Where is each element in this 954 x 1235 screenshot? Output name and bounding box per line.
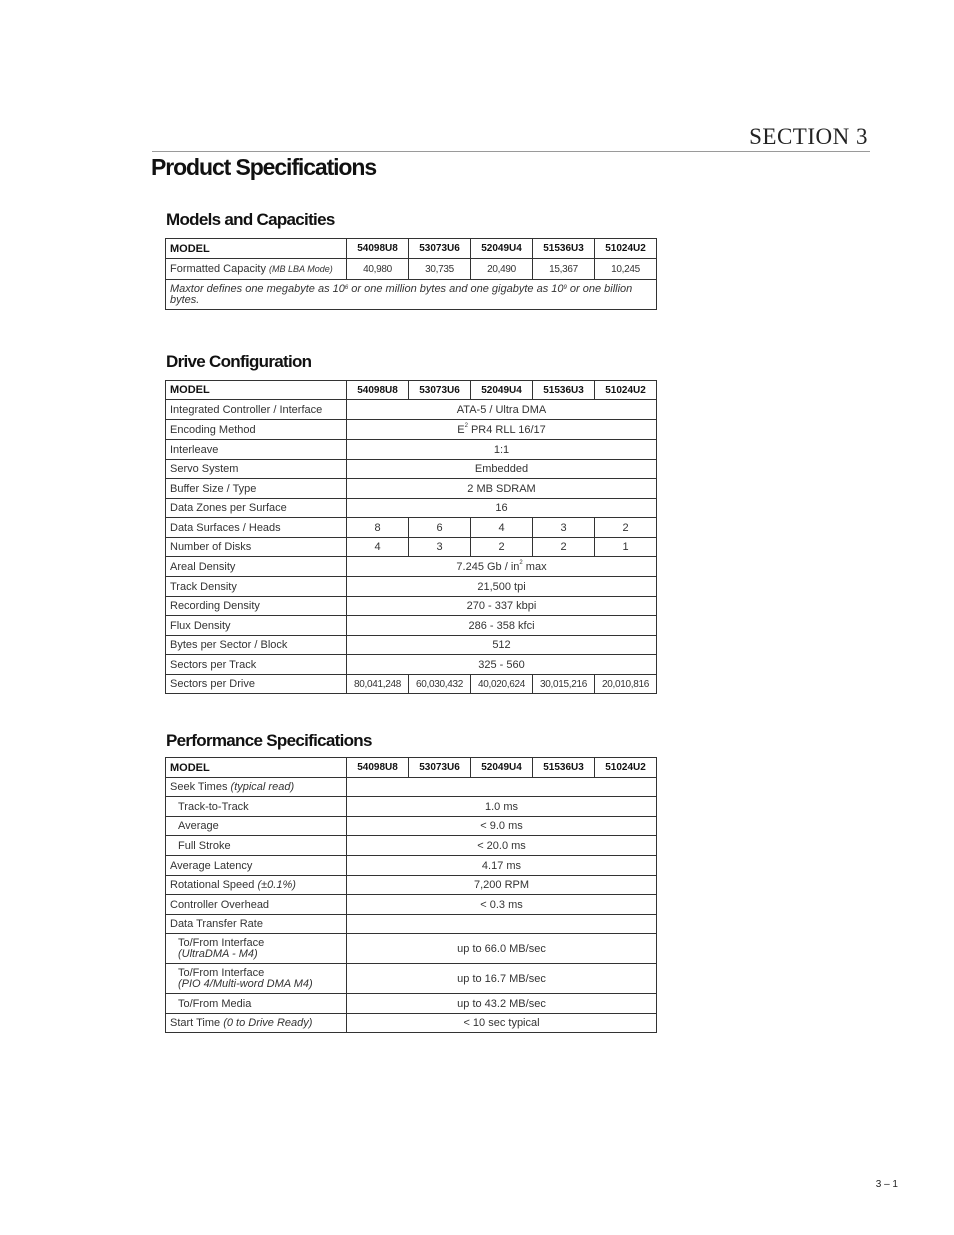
table-row [166,518,657,538]
row-label: Start Time (0 to Drive Ready) [166,1014,347,1033]
value-cell: up to 43.2 MB/sec [347,994,657,1014]
row-label: Areal Density [166,557,347,577]
model-cell: 51024U2 [595,758,657,778]
table-row [166,964,657,994]
row-label: Seek Times (typical read) [166,778,347,797]
value-cell: 60,030,432 [409,675,471,694]
row-label: Average [166,817,347,836]
table-row [166,400,657,420]
table-row [166,239,657,259]
row-label: Track-to-Track [166,797,347,817]
row-label: Data Transfer Rate [166,915,347,934]
value-cell: 30,735 [409,259,471,280]
value-cell: 8 [347,518,409,538]
table-row [166,934,657,964]
row-label: Data Zones per Surface [166,499,347,518]
drive-config-table [165,380,657,694]
table-row [166,499,657,518]
row-label: To/From Media [166,994,347,1014]
table-row [166,381,657,400]
table-row [166,876,657,895]
table-row [166,440,657,460]
table-row [166,758,657,778]
value-cell: 1:1 [347,440,657,460]
value-cell: 2 [533,538,595,557]
value-cell: 3 [409,538,471,557]
value-cell: 2 [595,518,657,538]
value-cell: 20,010,816 [595,675,657,694]
value-cell: up to 66.0 MB/sec [347,934,657,964]
performance-heading: Performance Specifications [166,731,372,750]
value-cell: < 0.3 ms [347,895,657,915]
value-cell: 286 - 358 kfci [347,616,657,636]
capacities-heading: Models and Capacities [166,210,335,229]
table-row [166,636,657,655]
row-label: Bytes per Sector / Block [166,636,347,655]
value-cell: 325 - 560 [347,655,657,675]
value-cell: 512 [347,636,657,655]
value-cell: 1.0 ms [347,797,657,817]
table-row [166,557,657,577]
value-cell: 21,500 tpi [347,577,657,597]
value-cell: 2 MB SDRAM [347,479,657,499]
row-label: Integrated Controller / Interface [166,400,347,420]
value-cell: 6 [409,518,471,538]
model-cell: 53073U6 [409,239,471,259]
value-cell: 80,041,248 [347,675,409,694]
table-row [166,994,657,1014]
model-cell: 52049U4 [471,381,533,400]
row-label: Controller Overhead [166,895,347,915]
row-label: Formatted Capacity (MB LBA Mode) [166,259,347,280]
row-label: Buffer Size / Type [166,479,347,499]
value-cell: 4 [471,518,533,538]
table-row [166,479,657,499]
table-row [166,577,657,597]
model-header: MODEL [166,239,347,259]
table-row [166,538,657,557]
table-row [166,616,657,636]
table-row [166,1014,657,1033]
row-label: Flux Density [166,616,347,636]
row-label: Sectors per Drive [166,675,347,694]
row-label: Servo System [166,460,347,479]
page-number: 3 – 1 [875,1179,898,1190]
value-cell: 4.17 ms [347,856,657,876]
value-cell: 20,490 [471,259,533,280]
row-label: Sectors per Track [166,655,347,675]
row-label: Average Latency [166,856,347,876]
row-label: To/From Interface (UltraDMA - M4) [166,934,347,964]
row-label: Data Surfaces / Heads [166,518,347,538]
table-row [166,597,657,616]
table-row [166,915,657,934]
table-row [166,778,657,797]
value-cell: ATA-5 / Ultra DMA [347,400,657,420]
row-label: Recording Density [166,597,347,616]
drive-config-heading: Drive Configuration [166,352,312,371]
value-cell: 3 [533,518,595,538]
model-cell: 51536U3 [533,758,595,778]
value-cell: up to 16.7 MB/sec [347,964,657,994]
table-row [166,797,657,817]
model-cell: 54098U8 [347,381,409,400]
row-label: Number of Disks [166,538,347,557]
model-cell: 54098U8 [347,758,409,778]
page-title: Product Specifications [151,154,377,180]
row-label: Track Density [166,577,347,597]
row-label: Rotational Speed (±0.1%) [166,876,347,895]
value-cell: 30,015,216 [533,675,595,694]
value-cell: < 20.0 ms [347,836,657,856]
value-cell: 40,020,624 [471,675,533,694]
value-cell: 7.245 Gb / $in^2$ max [347,557,657,577]
row-label: Full Stroke [166,836,347,856]
value-cell: 16 [347,499,657,518]
row-label: Interleave [166,440,347,460]
model-cell: 53073U6 [409,381,471,400]
value-cell [347,778,657,797]
model-cell: 54098U8 [347,239,409,259]
performance-table [165,757,657,1033]
table-row [166,675,657,694]
table-row [166,655,657,675]
table-row [166,259,657,280]
model-cell: 51024U2 [595,381,657,400]
model-cell: 51024U2 [595,239,657,259]
value-cell: 2 [471,538,533,557]
value-cell: 10,245 [595,259,657,280]
model-cell: 51536U3 [533,381,595,400]
section-label: SECTION 3 [749,124,868,149]
value-cell: 270 - 337 kbpi [347,597,657,616]
value-cell: < 10 sec typical [347,1014,657,1033]
value-cell: $E^2$ PR4 RLL 16/17 [347,420,657,440]
value-cell: 40,980 [347,259,409,280]
row-label: To/From Interface (PIO 4/Multi-word DMA M4) [166,964,347,994]
value-cell: 4 [347,538,409,557]
table-row [166,836,657,856]
capacity-footnote: Maxtor defines one megabyte as $10^6$ or one million bytes and one gigabyte as $10^9$ or one billion bytes. [166,280,657,310]
table-row [166,280,657,310]
table-row [166,460,657,479]
table-row [166,420,657,440]
model-header: MODEL [166,758,347,778]
row-label: Encoding Method [166,420,347,440]
table-row [166,856,657,876]
model-header: MODEL [166,381,347,400]
model-cell: 52049U4 [471,758,533,778]
table-row [166,895,657,915]
value-cell: Embedded [347,460,657,479]
capacities-table [165,238,657,310]
table-row [166,817,657,836]
value-cell: 1 [595,538,657,557]
model-cell: 51536U3 [533,239,595,259]
value-cell: < 9.0 ms [347,817,657,836]
model-cell: 53073U6 [409,758,471,778]
header-rule [152,151,870,152]
value-cell: 15,367 [533,259,595,280]
value-cell [347,915,657,934]
model-cell: 52049U4 [471,239,533,259]
value-cell: 7,200 RPM [347,876,657,895]
